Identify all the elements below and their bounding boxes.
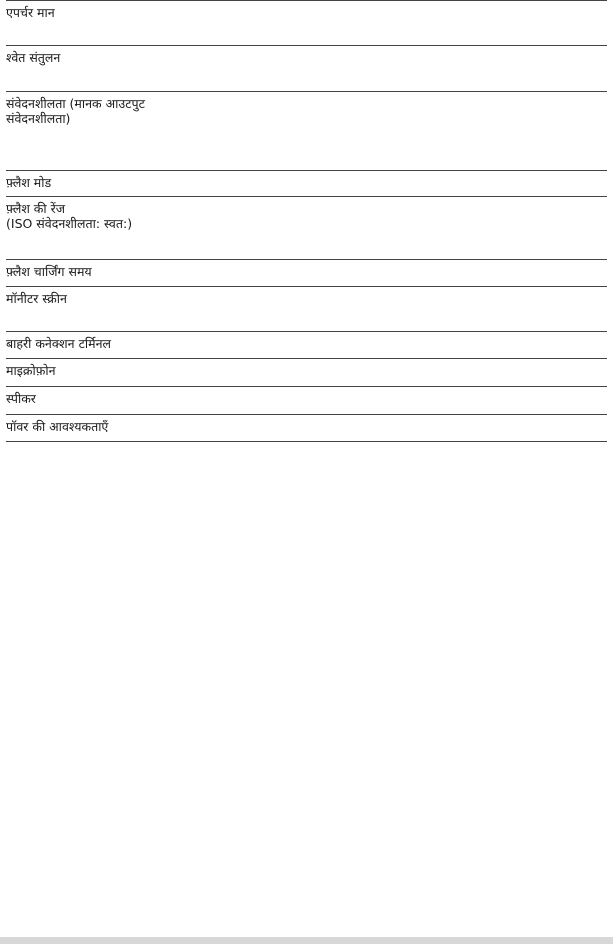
spec-label-external-terminal: बाहरी कनेक्शन टर्मिनल (6, 336, 111, 351)
spec-row-external-terminal (6, 332, 607, 359)
spec-label-flash-range: फ़्लैश की रेंज (ISO संवेदनशीलता: स्वत:) (6, 201, 133, 231)
spec-label-speaker: स्पीकर (6, 391, 36, 406)
spec-label-flash-mode: फ़्लैश मोड (6, 175, 52, 190)
spec-label-power-requirements: पॉवर की आवश्यकताएँ (6, 419, 109, 434)
spec-row-aperture (6, 1, 607, 46)
spec-row-power-requirements (6, 415, 607, 442)
spec-row-speaker (6, 387, 607, 415)
spec-row-flash-charging-time (6, 260, 607, 287)
spec-label-aperture: एपर्चर मान (6, 5, 55, 20)
spec-label-sensitivity: संवेदनशीलता (मानक आउटपुट संवेदनशीलता) (6, 96, 145, 126)
spec-label-white-balance: श्वेत संतुलन (6, 50, 61, 65)
spec-row-monitor-screen (6, 287, 607, 332)
page-footer-bar (0, 937, 613, 944)
spec-row-sensitivity (6, 92, 607, 171)
spec-row-flash-range (6, 197, 607, 260)
spec-label-microphone: माइक्रोफ़ोन (6, 363, 56, 378)
spec-table (6, 0, 607, 442)
spec-label-monitor-screen: मॉनीटर स्क्रीन (6, 291, 67, 306)
spec-row-microphone (6, 359, 607, 387)
spec-row-white-balance (6, 46, 607, 92)
spec-label-flash-charging-time: फ़्लैश चार्जिंग समय (6, 264, 92, 279)
spec-row-flash-mode (6, 171, 607, 197)
